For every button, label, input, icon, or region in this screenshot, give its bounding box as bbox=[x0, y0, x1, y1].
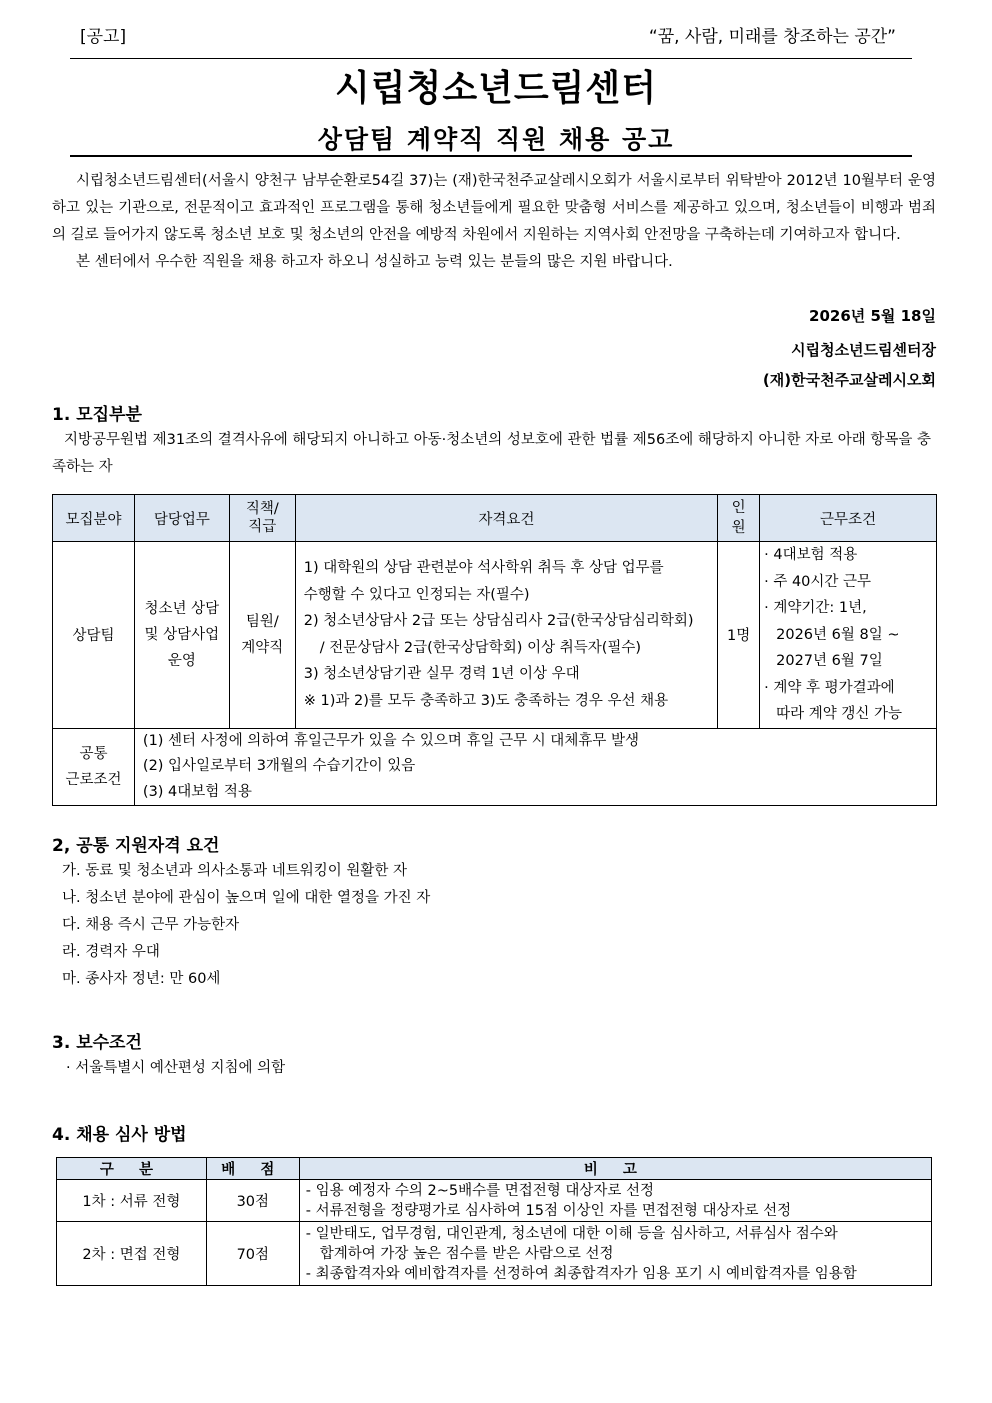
table-row bbox=[57, 1222, 932, 1286]
table-row-common bbox=[53, 728, 937, 806]
cell-score: 30점 bbox=[206, 1180, 299, 1222]
table-row bbox=[57, 1180, 932, 1222]
header-rank-line-1: 직책/ bbox=[245, 501, 279, 517]
header-headcount-line-2: 원 bbox=[731, 520, 746, 536]
note-line: - 최종합격자와 예비합격자를 선정하여 최종합격자가 임용 포기 시 예비합격자를 임용함 bbox=[305, 1265, 857, 1282]
recruitment-table bbox=[52, 494, 937, 806]
intro-paragraph-2: 본 센터에서 우수한 직원을 채용 하고자 하오니 성실하고 능력 있는 분들의 많은 지원 바랍니다. bbox=[76, 254, 673, 270]
qualification-line: / 전문상담사 2급(한국상담학회) 이상 취득자(필수) bbox=[319, 639, 642, 656]
qualification-line: 2) 청소년상담사 2급 또는 상담심리사 2급(한국상담심리학회) bbox=[303, 613, 694, 630]
notice-tag: [공고] bbox=[80, 27, 127, 47]
header-duty: 담당업무 bbox=[134, 495, 229, 542]
section-2-heading: 2, 공통 지원자격 요건 bbox=[52, 836, 220, 856]
cell-conditions bbox=[760, 542, 937, 729]
list-item: 나. 청소년 분야에 관심이 높으며 일에 대한 열정을 가진 자 bbox=[62, 890, 431, 906]
table-row bbox=[53, 542, 937, 729]
cell-qualifications bbox=[295, 542, 717, 729]
cell-common-conditions bbox=[134, 728, 936, 806]
qualification-line: 1) 대학원의 상담 관련분야 석사학위 취득 후 상담 업무를 bbox=[303, 560, 664, 577]
director-name: 시립청소년드림센터장 bbox=[791, 341, 936, 359]
cell-rank-line-2: 계약직 bbox=[241, 639, 284, 656]
page-subtitle: 상담팀 계약직 직원 채용 공고 bbox=[317, 125, 675, 154]
list-item: 라. 경력자 우대 bbox=[62, 944, 160, 960]
cell-stage: 2차 : 면접 전형 bbox=[57, 1222, 207, 1286]
cell-field: 상담팀 bbox=[53, 542, 135, 729]
common-condition-line: (1) 센터 사정에 의하여 휴일근무가 있을 수 있으며 휴일 근무 시 대체휴무 발생 bbox=[142, 732, 639, 749]
qualification-line: 수행할 수 있다고 인정되는 자(필수) bbox=[303, 586, 530, 603]
qualification-line: ※ 1)과 2)를 모두 충족하고 3)도 충족하는 경우 우선 채용 bbox=[303, 692, 669, 709]
cell-common-label bbox=[53, 728, 135, 806]
section-1-description: 지방공무원법 제31조의 결격사유에 해당되지 아니하고 아동·청소년의 성보호에 관한 법률 제56조에 해당하지 아니한 자로 아래 항목을 충족하는 자 bbox=[52, 432, 932, 475]
cell-rank-line-1: 팀원/ bbox=[245, 613, 279, 630]
table-header-row bbox=[53, 495, 937, 542]
cell-score: 70점 bbox=[206, 1222, 299, 1286]
cell-rank bbox=[229, 542, 295, 729]
header-stage: 구 분 bbox=[57, 1158, 207, 1180]
intro-paragraph-1: 시립청소년드림센터(서울시 양천구 남부순환로54길 37)는 (재)한국천주교살레시오회가 서울시로부터 위탁받아 2012년 10월부터 운영하고 있는 기관으로, 전문적이고 효과적인 프로그램을 통해 청소년들에게 필요한 맞춤형 서비스를 제공하고 있으며, 청소년들이 비행과 범죄의 길로 들어가지 않도록 청소년 보호 및 청소년의 안전을 예방적 차원에서 지원하는 지역사회 안전망을 구축하는데 기여하고자 합니다. bbox=[52, 173, 936, 243]
header-headcount-line-1: 인 bbox=[731, 500, 746, 516]
list-item: 마. 종사자 정년: 만 60세 bbox=[62, 971, 221, 987]
section-3-item: · 서울특별시 예산편성 지침에 의함 bbox=[66, 1060, 286, 1076]
cell-stage: 1차 : 서류 전형 bbox=[57, 1180, 207, 1222]
section-1-heading: 1. 모집부분 bbox=[52, 405, 142, 425]
header-qualification: 자격요건 bbox=[295, 495, 717, 542]
note-line: 합계하여 가장 높은 점수를 받은 사람으로 선정 bbox=[319, 1245, 614, 1262]
header-rank bbox=[229, 495, 295, 542]
slogan: “꿈, 사람, 미래를 창조하는 공간” bbox=[648, 27, 896, 47]
cell-duty-line-1: 청소년 상담 bbox=[144, 600, 220, 617]
header-field: 모집분야 bbox=[53, 495, 135, 542]
cell-headcount: 1명 bbox=[718, 542, 760, 729]
condition-line: 2027년 6월 7일 bbox=[776, 653, 883, 669]
common-label-line-1: 공통 bbox=[79, 745, 108, 762]
page-title: 시립청소년드림센터 bbox=[335, 68, 657, 109]
section-3-heading: 3. 보수조건 bbox=[52, 1033, 142, 1053]
condition-line: · 주 40시간 근무 bbox=[764, 573, 872, 590]
intro bbox=[52, 168, 936, 276]
common-condition-line: (3) 4대보험 적용 bbox=[142, 783, 252, 800]
condition-line: 따라 계약 갱신 가능 bbox=[776, 706, 903, 722]
header-note: 비 고 bbox=[299, 1158, 931, 1180]
condition-line: · 계약 후 평가결과에 bbox=[764, 679, 895, 696]
list-item: 다. 채용 즉시 근무 가능한자 bbox=[62, 917, 240, 933]
header-rank-line-2: 직급 bbox=[248, 519, 277, 535]
cell-duty-line-2: 및 상담사업 bbox=[144, 626, 220, 643]
condition-line: · 4대보험 적용 bbox=[764, 547, 858, 563]
cell-note bbox=[299, 1222, 931, 1286]
title-rule bbox=[70, 155, 912, 157]
section-4-heading: 4. 채용 심사 방법 bbox=[52, 1125, 187, 1145]
table-header-row bbox=[57, 1158, 932, 1180]
header-headcount bbox=[718, 495, 760, 542]
note-line: - 일반태도, 업무경험, 대인관계, 청소년에 대한 이해 등을 심사하고, 서류심사 점수와 bbox=[305, 1225, 838, 1242]
condition-line: · 계약기간: 1년, bbox=[764, 600, 867, 616]
header-conditions: 근무조건 bbox=[760, 495, 937, 542]
screening-table bbox=[56, 1157, 932, 1286]
common-condition-line: (2) 입사일로부터 3개월의 수습기간이 있음 bbox=[142, 758, 416, 774]
header-score: 배 점 bbox=[206, 1158, 299, 1180]
organization-name: (재)한국천주교살레시오회 bbox=[762, 371, 936, 389]
top-rule bbox=[70, 58, 912, 59]
common-label-line-2: 근로조건 bbox=[65, 771, 122, 788]
condition-line: 2026년 6월 8일 ~ bbox=[776, 626, 900, 643]
cell-duty-line-3: 운영 bbox=[167, 652, 196, 669]
list-item: 가. 동료 및 청소년과 의사소통과 네트워킹이 원활한 자 bbox=[62, 863, 408, 879]
note-line: - 서류전형을 정량평가로 심사하여 15점 이상인 자를 면접전형 대상자로 선정 bbox=[305, 1202, 792, 1219]
notice-date: 2026년 5월 18일 bbox=[809, 307, 936, 325]
note-line: - 임용 예정자 수의 2~5배수를 면접전형 대상자로 선정 bbox=[305, 1182, 655, 1199]
cell-note bbox=[299, 1180, 931, 1222]
qualification-line: 3) 청소년상담기관 실무 경력 1년 이상 우대 bbox=[303, 666, 580, 683]
section-2-list bbox=[62, 858, 430, 993]
cell-duty bbox=[134, 542, 229, 729]
